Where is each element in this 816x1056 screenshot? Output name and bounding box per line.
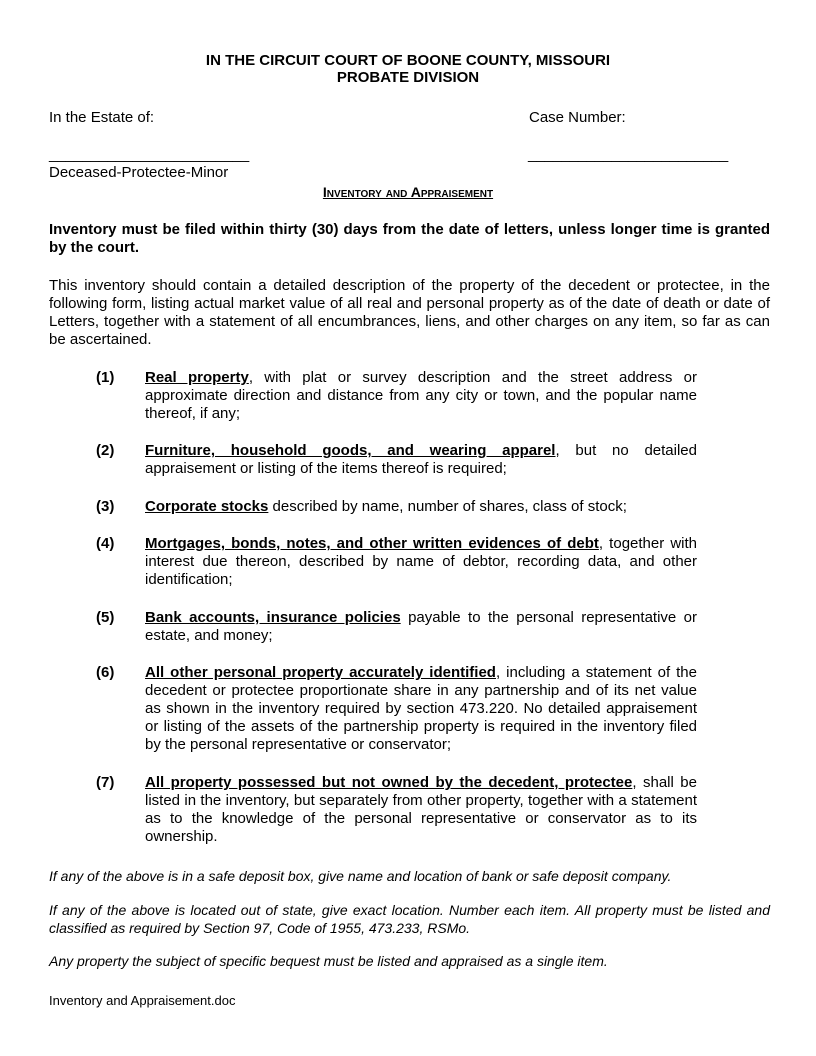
list-item-text: , together with interest due thereon, described by name of debtor, recording data, and other identification;	[145, 535, 698, 588]
list-item	[145, 498, 697, 516]
list-item-text: , with plat or survey description and the street address or approximate direction and distance from any city or town, and the popular name thereof, if any;	[145, 369, 697, 422]
list-item-text: , shall be listed in the inventory, but separately from other property, together with a statement as to the knowledge of the personal representative or conservator as to its ownership.	[145, 774, 697, 845]
list-item-number: (5)	[96, 609, 115, 626]
footer-filename: Inventory and Appraisement.doc	[49, 993, 236, 1008]
document-title: Inventory and Appraisement	[322, 184, 494, 200]
list-item-heading: Mortgages, bonds, notes, and other written evidences of debt	[145, 535, 599, 552]
list-item-heading: All property possessed but not owned by the decedent, protectee	[145, 774, 633, 791]
list-item-text: , but no detailed appraisement or listing of the items thereof is required;	[145, 442, 697, 477]
list-item-number: (7)	[96, 774, 115, 791]
list-item-heading: Real property	[145, 369, 249, 386]
case-number-label: Case Number:	[529, 109, 626, 126]
list-item-number: (4)	[96, 535, 115, 552]
estate-name-blank[interactable]: ________________________	[49, 146, 250, 163]
list-item	[145, 442, 697, 478]
court-heading: IN THE CIRCUIT COURT OF BOONE COUNTY, MISSOURI	[205, 52, 611, 69]
note-out-of-state: If any of the above is located out of state, give exact location. Number each item. All property must be listed and classified as required by Section 97, Code of 1955, 473.233, RSMo.	[49, 902, 770, 936]
list-item-heading: All other personal property accurately identified	[145, 664, 496, 681]
list-item	[145, 369, 697, 423]
list-item-number: (1)	[96, 369, 115, 386]
intro-paragraph: This inventory should contain a detailed description of the property of the decedent or protectee, in the following form, listing actual market value of all real and personal property as of the date of death or date of Letters, together with a statement of all encumbrances, liens, and other charges on any item, so far as can be ascertained.	[49, 277, 770, 348]
division-heading: PROBATE DIVISION	[336, 69, 480, 86]
list-item-text: described by name, number of shares, class of stock;	[268, 498, 627, 515]
list-item-number: (6)	[96, 664, 115, 681]
case-number-blank[interactable]: ________________________	[528, 146, 729, 163]
list-item-heading: Corporate stocks	[145, 498, 269, 515]
list-item	[145, 664, 697, 754]
list-item	[145, 609, 697, 645]
list-item-text: payable to the personal representative or estate, and money;	[145, 609, 698, 644]
note-safe-deposit: If any of the above is in a safe deposit box, give name and location of bank or safe deposit company.	[49, 868, 672, 884]
list-item-heading: Furniture, household goods, and wearing apparel	[145, 442, 556, 459]
list-item-number: (3)	[96, 498, 115, 515]
list-item	[145, 774, 697, 846]
list-item	[145, 535, 697, 589]
deadline-notice: Inventory must be filed within thirty (30) days from the date of letters, unless longer time is granted by the court.	[49, 221, 770, 256]
list-item-text: , including a statement of the decedent or protectee proportionate share in any partnership and of its net value as shown in the inventory required by section 473.220. No detailed appraisement or listing of the assets of the partnership property is required in the inventory filed by the personal representative or conservator;	[145, 664, 697, 753]
party-label: Deceased-Protectee-Minor	[49, 164, 229, 181]
list-item-number: (2)	[96, 442, 115, 459]
note-specific-bequest: Any property the subject of specific bequest must be listed and appraised as a single item.	[49, 953, 608, 969]
estate-label: In the Estate of:	[49, 109, 155, 126]
list-item-heading: Bank accounts, insurance policies	[145, 609, 401, 626]
